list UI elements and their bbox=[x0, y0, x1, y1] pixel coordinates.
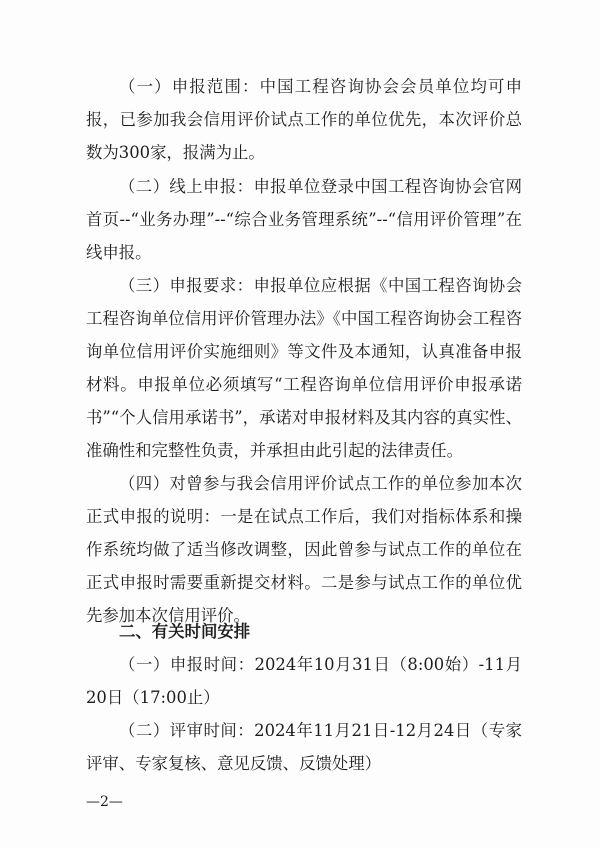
schedule-review-time: （二）评审时间：2024年11月21日-12月24日（专家评审、专家复核、意见反馈、反馈处理） bbox=[86, 721, 522, 773]
page-number: —2— bbox=[86, 794, 123, 810]
paragraph-online-application: （二）线上申报：申报单位登录中国工程咨询协会官网首页--“业务办理”--“综合业务管理系统”--“信用评价管理”在线申报。 bbox=[86, 177, 522, 262]
paragraph-scope: （一）申报范围：中国工程咨询协会会员单位均可申报，已参加我会信用评价试点工作的单位优先，本次评价总数为300家，报满为止。 bbox=[86, 77, 522, 162]
schedule-application-time: （一）申报时间：2024年10月31日（8:00始）-11月20日（17:00止） bbox=[86, 655, 522, 707]
paragraph-pilot-units: （四）对曾参与我会信用评价试点工作的单位参加本次正式申报的说明：一是在试点工作后，我们对指标体系和操作系统均做了适当修改调整，因此曾参与试点工作的单位在正式申报时需要重新提交材料。二是参与试点工作的单位优先参加本次信用评价。 bbox=[86, 474, 522, 625]
section-heading: 二、有关时间安排 bbox=[119, 622, 251, 641]
paragraph-requirements: （三）申报要求：申报单位应根据《中国工程咨询协会工程咨询单位信用评价管理办法》《中国工程咨询协会工程咨询单位信用评价实施细则》等文件及本通知，认真准备申报材料。申报单位必须填写“工程咨询单位信用评价申报承诺书”“个人信用承诺书”，承诺对申报材料及其内容的真实性、准确性和完整性负责，并承担由此引起的法律责任。 bbox=[86, 276, 522, 460]
